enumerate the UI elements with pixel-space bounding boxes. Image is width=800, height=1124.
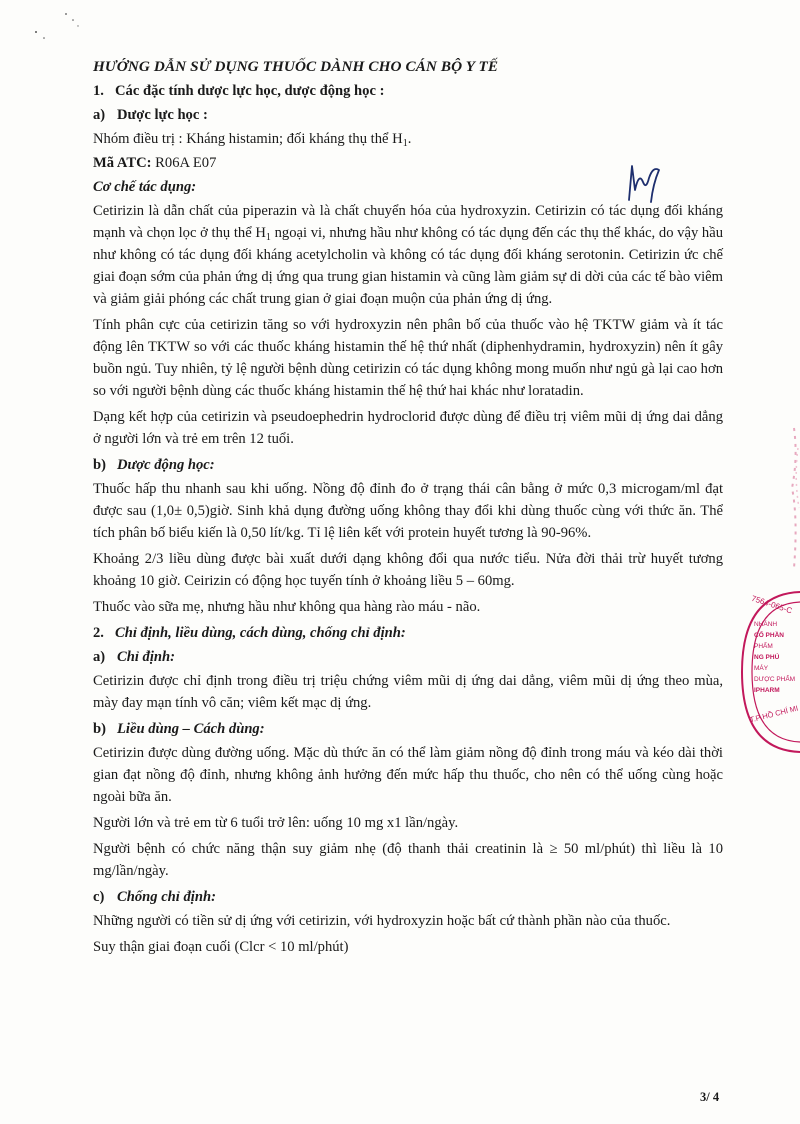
section-2b-title: Liều dùng – Cách dùng:: [117, 721, 265, 737]
section-2c-label: c): [93, 889, 105, 905]
stamp-bleed-marks: [772, 418, 800, 578]
administration-paragraph: Cetirizin được dùng đường uống. Mặc dù thức ăn có thể làm giảm nồng độ đỉnh trong máu và kéo dài thời gian đạt nồng độ đỉnh, nhưng không ảnh hưởng đến mức hấp thu thuốc, cho nên có thể uống cùng hoặc ngoài bữa ăn.: [93, 745, 723, 805]
section-2a-label: a): [93, 649, 106, 665]
mechanism-heading: Cơ chế tác dụng:: [93, 179, 197, 195]
stamp-text-0: 7564-065-C: [750, 593, 794, 616]
section-2-title: Chỉ định, liều dùng, cách dùng, chống chỉ định:: [115, 625, 406, 641]
combination-paragraph: Dạng kết hợp của cetirizin và pseudoephedrin hydroclorid được dùng để điều trị viêm mũi dị ứng dai dẳng ở người lớn và trẻ em trên 12 tuổi.: [93, 409, 723, 447]
mechanism-text-b: ngoại vi, nhưng hầu như không có tác dụng đến các thụ thể khác, do vậy hầu như không có tác dụng đối kháng acetylcholin và không có tác dụng đối kháng serotonin. Cetirizin ức chế giai đoạn sớm của phản ứng dị ứng qua trung gian histamin và cũng làm giảm sự di dời của các tế bào viêm và giảm giải phóng các chất trung gian ở giai đoạn muộn của phản ứng dị ứng.: [93, 225, 723, 307]
section-2c-heading: [93, 886, 723, 908]
mechanism-text-a: Cetirizin là dẫn chất của piperazin và là chất chuyển hóa của hydroxyzin. Cetirizin có tác dụng đối kháng mạnh và chọn lọc ở thụ thể H: [93, 203, 723, 241]
stamp-text-8: T.P HỒ CHÍ MI: [748, 703, 800, 725]
therapeutic-group-end: .: [407, 131, 412, 147]
section-1b-label: b): [93, 457, 106, 473]
section-1-heading: [93, 80, 723, 102]
stamp-text-2: CỔ PHẦN: [754, 632, 784, 639]
section-2a-title: Chỉ định:: [117, 649, 175, 665]
atc-label: Mã ATC:: [93, 155, 152, 171]
mechanism-subscript: 1: [265, 232, 271, 243]
section-2-number: 2.: [93, 625, 104, 641]
page-number: 3/ 4: [700, 1090, 720, 1104]
mechanism-paragraph: [93, 200, 723, 310]
company-stamp: [738, 588, 800, 756]
therapeutic-group-text: Nhóm điều trị : Kháng histamin; đối kháng thụ thể H: [93, 131, 403, 147]
document-title: HƯỚNG DẪN SỬ DỤNG THUỐC DÀNH CHO CÁN BỘ Y TẾ: [93, 58, 499, 75]
stamp-text-4: NG PHÚ: [754, 654, 780, 661]
scan-specks: [18, 8, 98, 48]
renal-failure-paragraph: Suy thận giai đoạn cuối (Clcr < 10 ml/phút): [93, 939, 349, 955]
therapeutic-group-subscript: 1: [402, 138, 408, 149]
stamp-text-5: MÁY: [754, 665, 769, 672]
section-2a-heading: [93, 646, 723, 668]
excretion-paragraph: Khoảng 2/3 liều dùng được bài xuất dưới dạng không đổi qua nước tiểu. Nửa đời thải trừ huyết tương khoảng 10 giờ. Ceirizin có động học tuyến tính ở khoảng liều 5 – 60mg.: [93, 551, 723, 589]
stamp-text-7: IPHARM: [754, 687, 780, 694]
renal-dose-paragraph: Người bệnh có chức năng thận suy giảm nhẹ (độ thanh thải creatinin là ≥ 50 ml/phút) thì liều là 10 mg/lần/ngày.: [93, 841, 723, 879]
absorption-paragraph: Thuốc hấp thu nhanh sau khi uống. Nồng độ đỉnh đo ở trạng thái cân bằng ở mức 0,3 microgam/ml đạt được sau (1,0± 0,5)giờ. Sinh khả dụng đường uống không thay đổi khi dùng thuốc cùng với thức ăn. Thể tích phân bố biểu kiến là 0,50 lít/kg. Tỉ lệ liên kết với protein huyết tương là 90-96%.: [93, 481, 723, 541]
polarity-paragraph: Tính phân cực của cetirizin tăng so với hydroxyzin nên phân bố của thuốc vào hệ TKTW giảm và ít tác động lên TKTW so với các thuốc kháng histamin thế hệ thứ nhất (diphenhydramin, hydroxyzin) nên ít gây buồn ngủ. Tuy nhiên, tỷ lệ người bệnh dùng cetirizin có tác dụng không mong muốn như ngủ gà lại cao hơn so với người bệnh dùng các thuốc kháng histamin thế hệ thứ hai khác như loratadin.: [93, 317, 723, 399]
breastmilk-paragraph: Thuốc vào sữa mẹ, nhưng hầu như không qua hàng rào máu - não.: [93, 599, 481, 615]
section-1a-label: a): [93, 107, 106, 123]
section-2c-title: Chống chỉ định:: [117, 889, 216, 905]
section-2-heading: [93, 622, 723, 644]
stamp-text-1: NHÁNH: [754, 621, 778, 628]
section-2b-label: b): [93, 721, 106, 737]
section-1b-heading: [93, 454, 723, 476]
section-1a-title: Dược lực học :: [117, 107, 208, 123]
section-1-number: 1.: [93, 83, 104, 99]
handwritten-signature-icon: [623, 160, 667, 204]
section-1-title: Các đặc tính dược lực học, dược động học :: [115, 83, 385, 99]
adult-dose-paragraph: Người lớn và trẻ em từ 6 tuổi trở lên: uống 10 mg x1 lần/ngày.: [93, 815, 459, 831]
contraindication-paragraph: Những người có tiền sử dị ứng với cetirizin, với hydroxyzin hoặc bất cứ thành phần nào của thuốc.: [93, 913, 671, 929]
stamp-text-6: DƯỢC PHẨM: [754, 676, 796, 683]
section-1b-title: Dược động học:: [117, 457, 215, 473]
section-1a-heading: [93, 104, 723, 126]
atc-value: R06A E07: [151, 155, 217, 171]
therapeutic-group: [93, 128, 723, 150]
section-2b-heading: [93, 718, 723, 740]
indication-paragraph: Cetirizin được chỉ định trong điều trị triệu chứng viêm mũi dị ứng dai dẳng, viêm mũi dị ứng theo mùa, mày đay mạn tính vô căn; viêm kết mạc dị ứng.: [93, 673, 723, 711]
stamp-text-3: PHẨM: [754, 643, 773, 650]
